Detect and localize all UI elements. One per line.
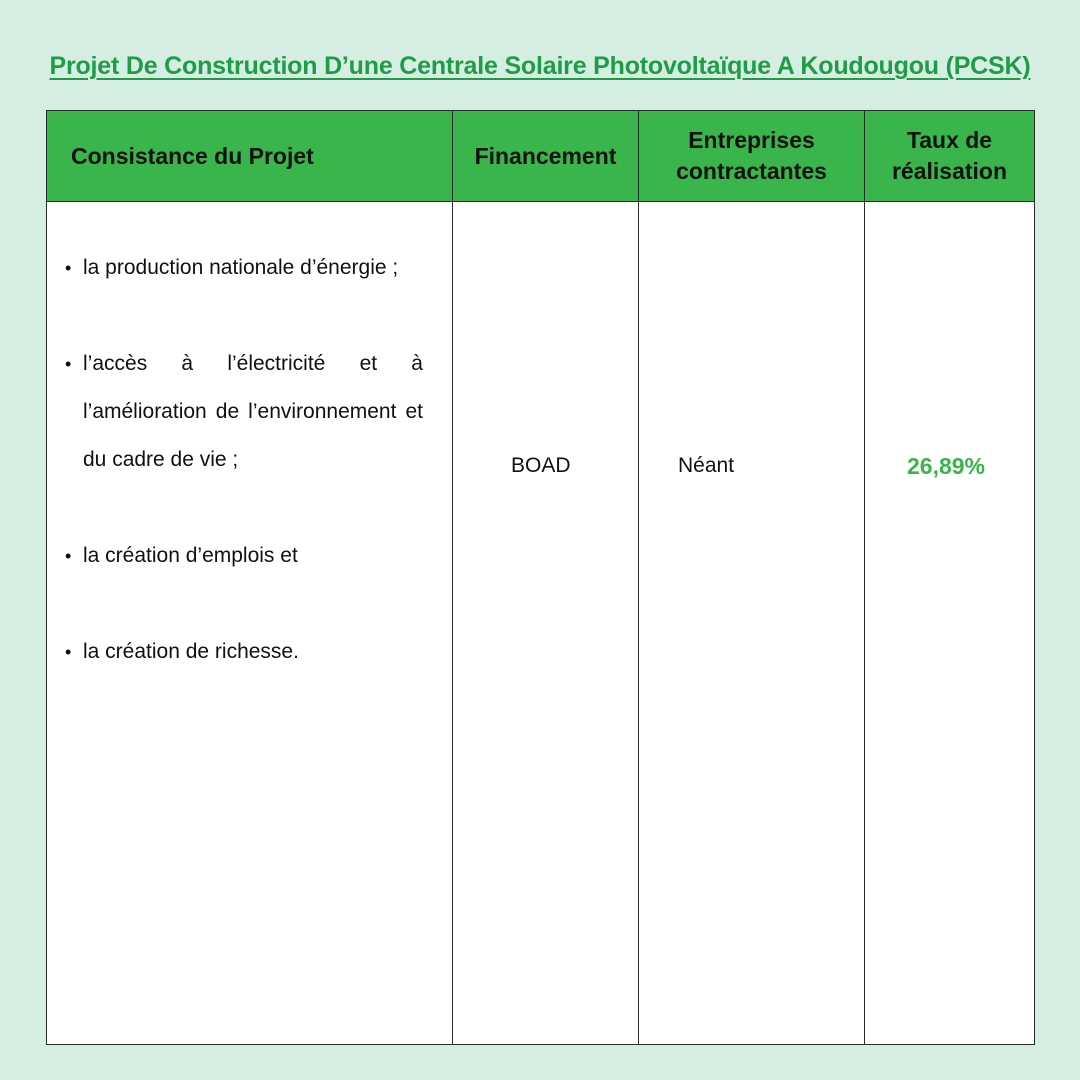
list-item: • l’accès à l’électricité et à l’amélioration de l’environnement et du cadre de vie ; xyxy=(83,340,423,484)
header-entreprises: Entreprises contractantes xyxy=(639,111,865,202)
table-header-row xyxy=(47,111,1035,202)
cell-financement: BOAD xyxy=(453,202,639,1045)
list-item: • la production nationale d’énergie ; xyxy=(83,244,423,292)
list-item: • la création d’emplois et xyxy=(83,532,423,580)
cell-taux: 26,89% xyxy=(865,202,1035,1045)
header-taux: Taux de réalisation xyxy=(865,111,1035,202)
bullet-icon: • xyxy=(65,642,72,662)
page-title: Projet De Construction D’une Centrale Solaire Photovoltaïque A Koudougou (PCSK) xyxy=(49,52,1031,80)
header-financement: Financement xyxy=(453,111,639,202)
bullet-icon: • xyxy=(65,546,72,566)
bullet-icon: • xyxy=(65,354,72,374)
project-table xyxy=(46,110,1035,1045)
cell-entreprises: Néant xyxy=(639,202,865,1045)
list-item: • la création de richesse. xyxy=(83,628,423,676)
header-consistance: Consistance du Projet xyxy=(47,111,453,202)
table-row xyxy=(47,202,1035,1045)
bullet-icon: • xyxy=(65,258,72,278)
cell-consistance xyxy=(47,202,453,1045)
